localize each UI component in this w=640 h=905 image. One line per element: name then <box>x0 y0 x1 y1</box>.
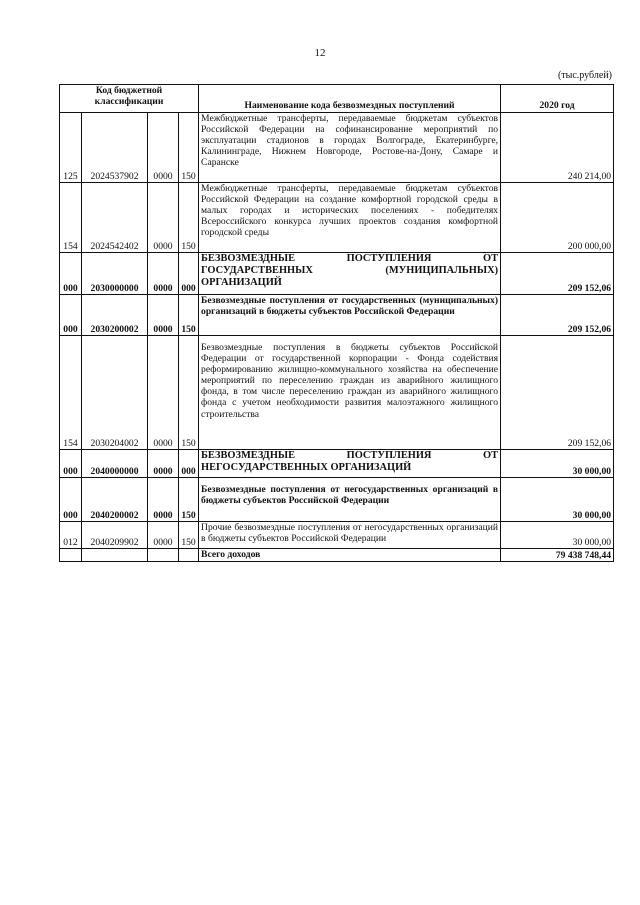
code-program: 0000 <box>148 295 179 336</box>
code-main: 2030200002 <box>82 295 148 336</box>
code-main: 2040200002 <box>82 478 148 522</box>
code-program: 0000 <box>148 113 179 183</box>
code-admin: 000 <box>60 478 82 522</box>
code-economic: 000 <box>179 450 199 478</box>
empty-cell <box>179 549 199 562</box>
row-amount: 240 214,00 <box>501 113 614 183</box>
code-admin: 000 <box>60 253 82 295</box>
page-number: 12 <box>314 47 326 59</box>
table-row <box>60 478 614 522</box>
code-main: 2040000000 <box>82 450 148 478</box>
row-name: БЕЗВОЗМЕЗДНЫЕ ПОСТУПЛЕНИЯ ОТ НЕГОСУДАРСТВЕННЫХ ОРГАНИЗАЦИЙ <box>199 450 501 478</box>
units-note: (тыс.рублей) <box>557 70 612 81</box>
row-amount: 30 000,00 <box>501 522 614 549</box>
code-program: 0000 <box>148 522 179 549</box>
row-name: Межбюджетные трансферты, передаваемые бюджетам субъектов Российской Федерации на создание комфортной городской среды в малых городах и исторических поселениях - победителях Всероссийского конкурса лучших проектов создания комфортной городской среды <box>199 183 501 253</box>
code-program: 0000 <box>148 336 179 450</box>
empty-cell <box>60 549 82 562</box>
row-amount: 30 000,00 <box>501 450 614 478</box>
table-row <box>60 183 614 253</box>
code-admin: 012 <box>60 522 82 549</box>
code-economic: 150 <box>179 336 199 450</box>
row-name: Прочие безвозмездные поступления от негосударственных организаций в бюджеты субъектов Российской Федерации <box>199 522 501 549</box>
code-program: 0000 <box>148 253 179 295</box>
code-economic: 150 <box>179 183 199 253</box>
row-amount: 200 000,00 <box>501 183 614 253</box>
total-row <box>60 549 614 562</box>
code-program: 0000 <box>148 183 179 253</box>
code-main: 2040209902 <box>82 522 148 549</box>
code-admin: 125 <box>60 113 82 183</box>
code-main: 2024542402 <box>82 183 148 253</box>
code-main: 2024537902 <box>82 113 148 183</box>
table-row <box>60 295 614 336</box>
row-name: Безвозмездные поступления в бюджеты субъектов Российской Федерации от государственной корпорации - Фонда содействия реформированию жилищно-коммунального хозяйства на обеспечение мероприятий по переселению граждан из аварийного жилищного фонда, в том числе переселению граждан из аварийного жилищного фонда с учетом необходимости развития малоэтажного жилищного строительства <box>199 336 501 450</box>
code-admin: 000 <box>60 450 82 478</box>
row-name: Безвозмездные поступления от негосударственных организаций в бюджеты субъектов Российской Федерации <box>199 478 501 522</box>
code-economic: 150 <box>179 478 199 522</box>
code-economic: 150 <box>179 113 199 183</box>
table-row <box>60 336 614 450</box>
table-row <box>60 522 614 549</box>
table-row <box>60 450 614 478</box>
header-code: Код бюджетной классификации <box>60 85 199 113</box>
code-main: 2030000000 <box>82 253 148 295</box>
header-year: 2020 год <box>501 85 614 113</box>
revenue-table <box>59 84 614 562</box>
header-name: Наименование кода безвозмездных поступлений <box>199 85 501 113</box>
total-amount: 79 438 748,44 <box>501 549 614 562</box>
code-economic: 000 <box>179 253 199 295</box>
row-amount: 30 000,00 <box>501 478 614 522</box>
code-admin: 000 <box>60 295 82 336</box>
row-amount: 209 152,06 <box>501 336 614 450</box>
row-amount: 209 152,06 <box>501 253 614 295</box>
table-row <box>60 113 614 183</box>
code-program: 0000 <box>148 478 179 522</box>
table-row <box>60 253 614 295</box>
row-name: Безвозмездные поступления от государственных (муниципальных) организаций в бюджеты субъектов Российской Федерации <box>199 295 501 336</box>
code-admin: 154 <box>60 336 82 450</box>
code-economic: 150 <box>179 522 199 549</box>
total-label: Всего доходов <box>199 549 501 562</box>
code-main: 2030204002 <box>82 336 148 450</box>
code-program: 0000 <box>148 450 179 478</box>
row-name: БЕЗВОЗМЕЗДНЫЕ ПОСТУПЛЕНИЯ ОТ ГОСУДАРСТВЕННЫХ (МУНИЦИПАЛЬНЫХ) ОРГАНИЗАЦИЙ <box>199 253 501 295</box>
empty-cell <box>82 549 148 562</box>
table-header-row <box>60 85 614 113</box>
code-economic: 150 <box>179 295 199 336</box>
code-admin: 154 <box>60 183 82 253</box>
row-amount: 209 152,06 <box>501 295 614 336</box>
empty-cell <box>148 549 179 562</box>
row-name: Межбюджетные трансферты, передаваемые бюджетам субъектов Российской Федерации на софинансирование мероприятий по эксплуатации стадионов в городах Волгограде, Екатеринбурге, Калининграде, Нижнем Новгороде, Ростове-на-Дону, Самаре и Саранске <box>199 113 501 183</box>
